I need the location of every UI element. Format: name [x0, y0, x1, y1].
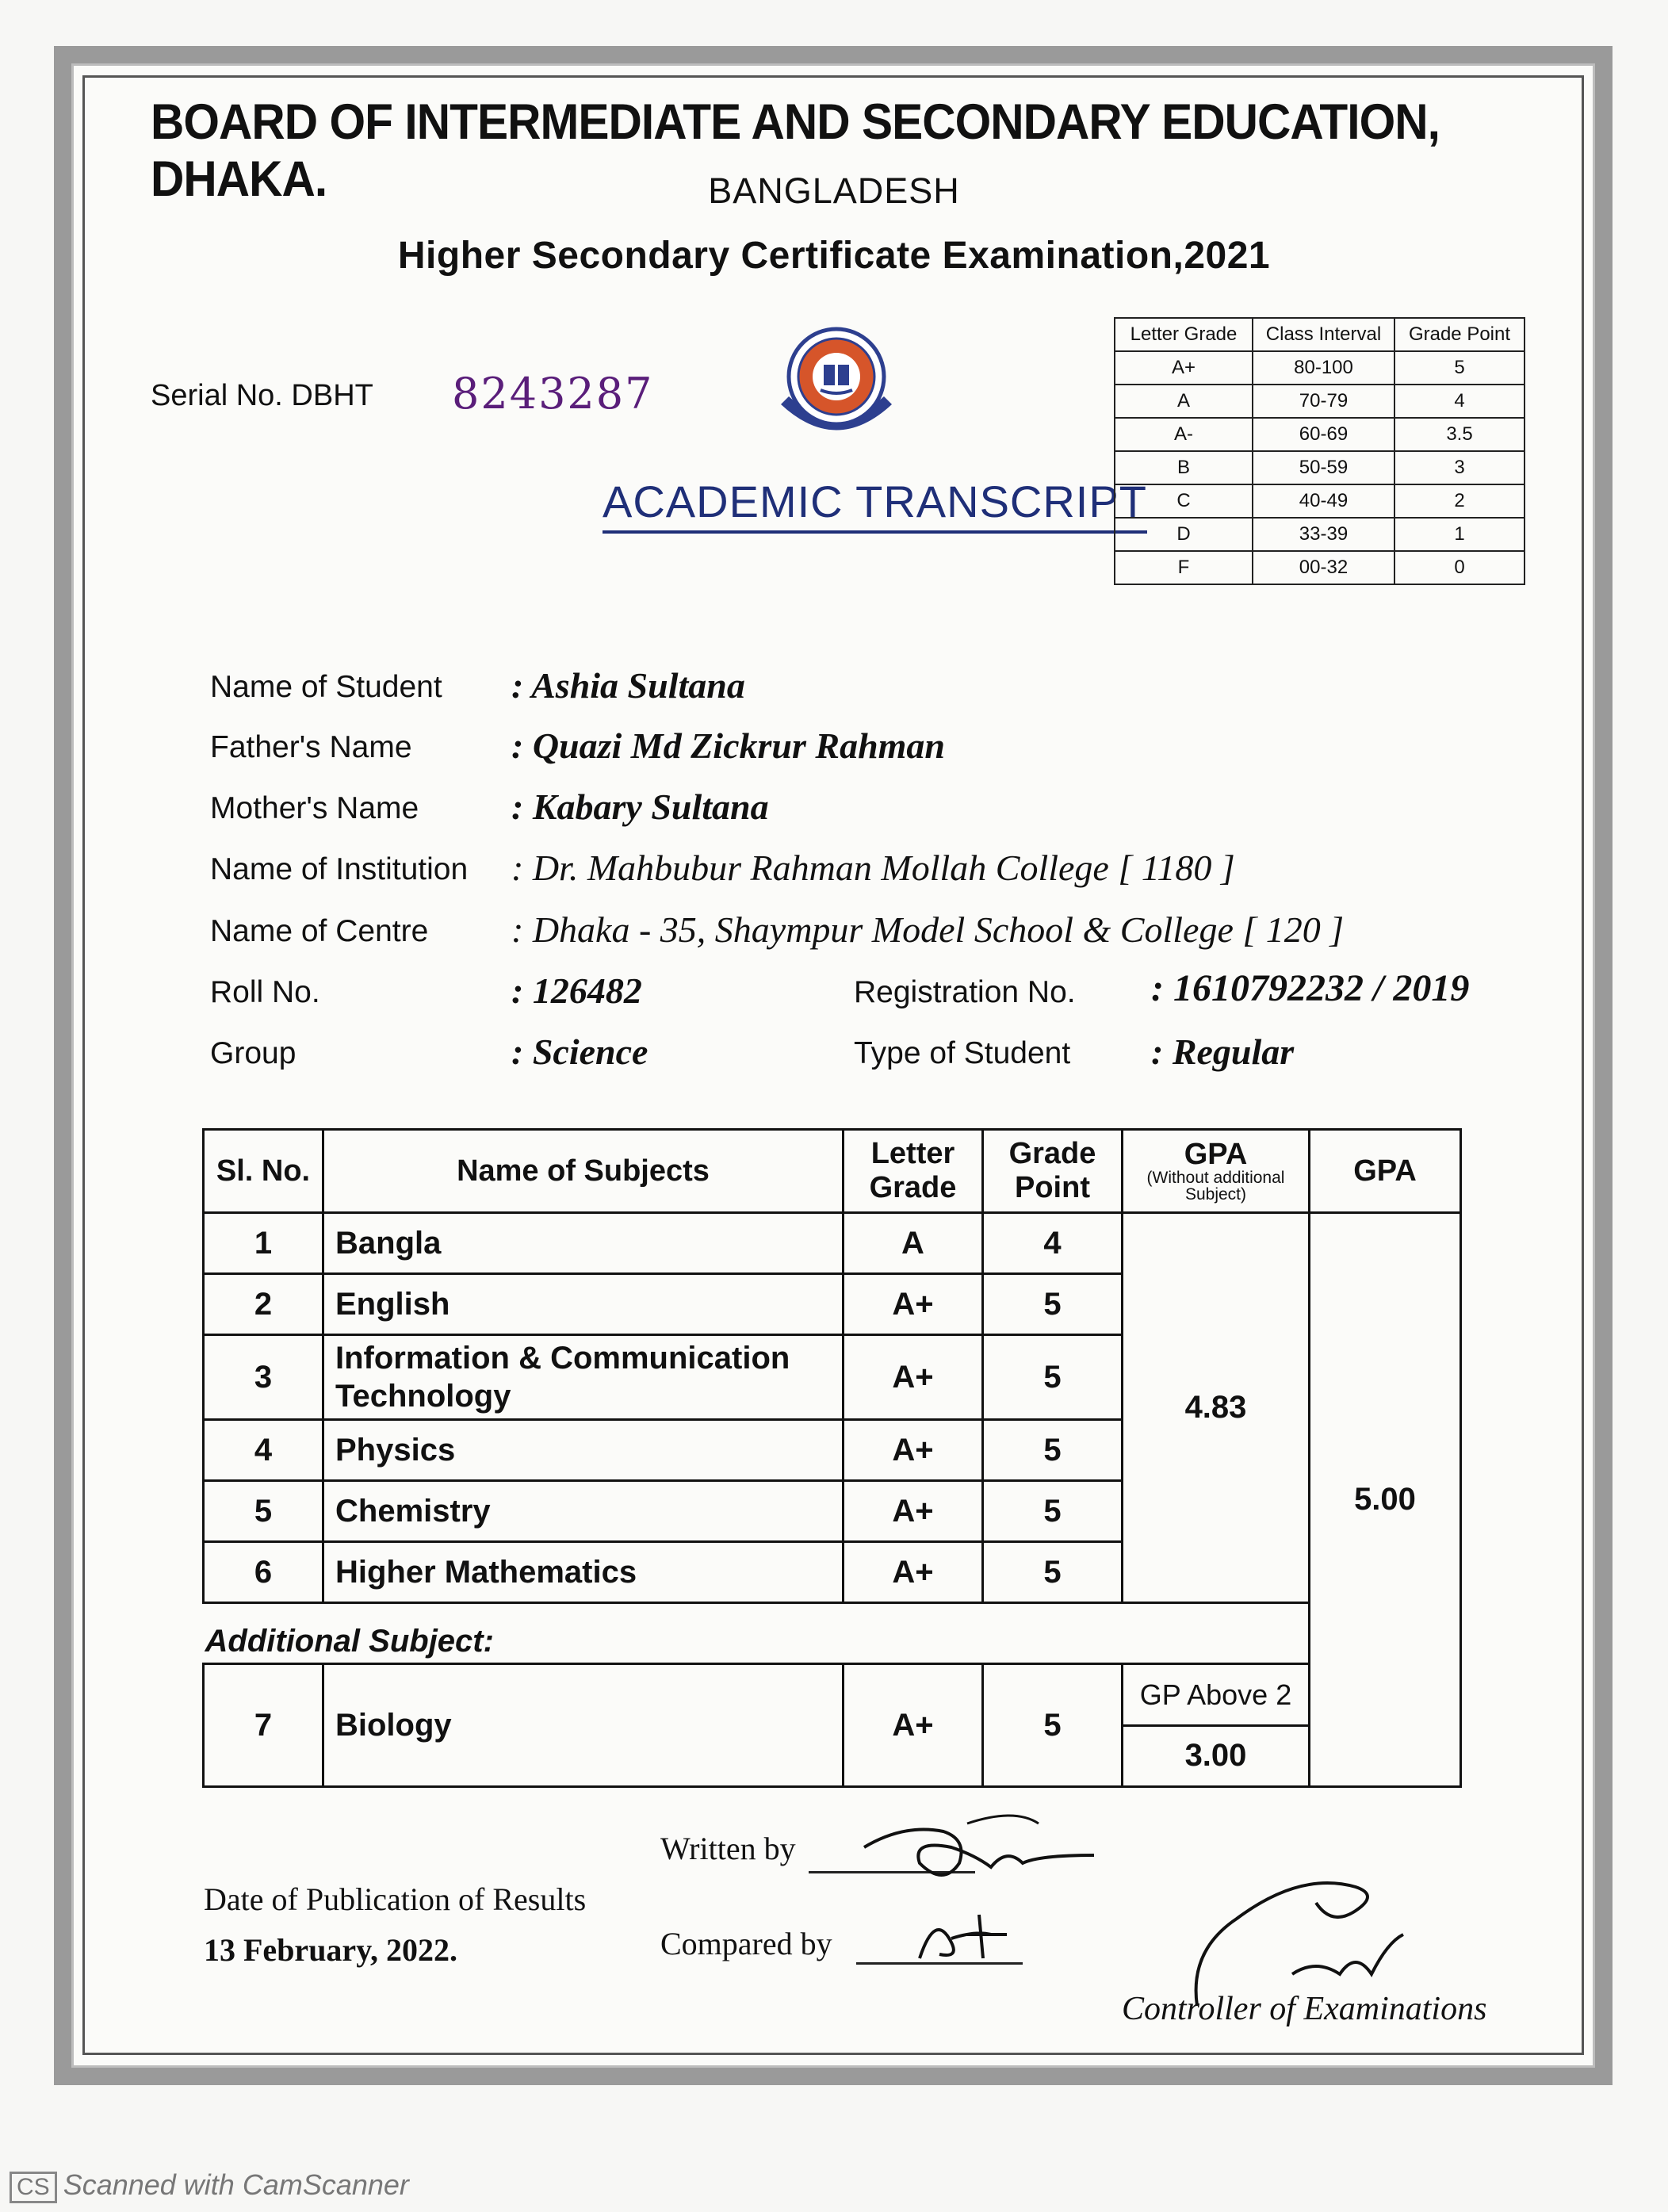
gpa-without-additional-note: (Without additional Subject): [1146, 1169, 1285, 1204]
interval-cell: 33-39: [1253, 518, 1394, 551]
grade-scale-row: [1115, 484, 1525, 518]
grade-cell: C: [1115, 484, 1253, 518]
controller-title: Controller of Examinations: [1122, 1991, 1487, 2027]
grade-scale-row: [1115, 385, 1525, 418]
grade-point-cell: 5: [983, 1335, 1123, 1420]
letter-grade-header: Letter Grade: [844, 1130, 983, 1213]
sl-header: Sl. No.: [204, 1130, 323, 1213]
sl-cell: 7: [204, 1664, 323, 1787]
compared-by-signature-icon: [904, 1903, 1031, 1974]
subject-cell: Information & Communication Technology: [323, 1335, 844, 1420]
registration-number: : 1610792232 / 2019: [1151, 967, 1470, 1009]
additional-subject-label: Additional Subject:: [204, 1603, 1310, 1664]
additional-subject-label-row: [204, 1603, 1461, 1664]
grade-point-cell: 5: [983, 1664, 1123, 1787]
publication-label: Date of Publication of Results: [204, 1881, 587, 1917]
grade-scale-row: [1115, 518, 1525, 551]
sl-cell: 1: [204, 1213, 323, 1274]
written-by-signature-icon: [856, 1800, 1110, 1895]
letter-grade-cell: A+: [844, 1335, 983, 1420]
grade-point-cell: 4: [983, 1213, 1123, 1274]
student-type-value: : Regular: [1151, 1031, 1295, 1072]
group-label: Group: [210, 1036, 296, 1070]
exam-title: Higher Secondary Certificate Examination,2021: [397, 235, 1271, 277]
grade-scale-row: [1115, 451, 1525, 484]
grade-point-cell: 5: [983, 1274, 1123, 1335]
gpa-without-additional-value: 4.83: [1123, 1213, 1310, 1603]
table-row: [204, 1664, 1461, 1787]
grade-cell: B: [1115, 451, 1253, 484]
interval-cell: 80-100: [1253, 351, 1394, 385]
grade-scale-header-cell: Letter Grade: [1115, 318, 1253, 351]
subject-cell: Chemistry: [323, 1481, 844, 1542]
gp-above-value: 3.00: [1184, 1738, 1247, 1773]
compared-by-label: Compared by: [660, 1926, 832, 1961]
letter-grade-cell: A+: [844, 1274, 983, 1335]
gpa-value: 5.00: [1310, 1213, 1461, 1787]
grade-scale-table: [1114, 317, 1525, 585]
point-cell: 4: [1394, 385, 1525, 418]
interval-cell: 70-79: [1253, 385, 1394, 418]
subject-cell: Physics: [323, 1420, 844, 1481]
subject-cell: Biology: [323, 1664, 844, 1787]
table-row: [204, 1213, 1461, 1274]
grade-scale-row: [1115, 351, 1525, 385]
serial-number: 8243287: [452, 369, 654, 419]
results-header-row: [204, 1130, 1461, 1213]
grade-cell: A+: [1115, 351, 1253, 385]
gpa-header: GPA: [1310, 1130, 1461, 1213]
subject-header: Name of Subjects: [323, 1130, 844, 1213]
interval-cell: 40-49: [1253, 484, 1394, 518]
sl-cell: 2: [204, 1274, 323, 1335]
subject-cell: Bangla: [323, 1213, 844, 1274]
student-name: : Ashia Sultana: [511, 665, 745, 706]
mother-name: : Kabary Sultana: [511, 786, 769, 827]
point-cell: 1: [1394, 518, 1525, 551]
sl-cell: 6: [204, 1542, 323, 1603]
letter-grade-cell: A+: [844, 1420, 983, 1481]
letter-grade-cell: A+: [844, 1542, 983, 1603]
grade-scale-row: [1115, 418, 1525, 451]
gp-above-cell: [1123, 1664, 1310, 1787]
grade-cell: A-: [1115, 418, 1253, 451]
subject-cell: Higher Mathematics: [323, 1542, 844, 1603]
gpa-without-additional-title: GPA: [1184, 1138, 1248, 1171]
grade-cell: A: [1115, 385, 1253, 418]
board-seal-icon: [765, 317, 908, 452]
grade-point-header: Grade Point: [983, 1130, 1123, 1213]
subject-cell: English: [323, 1274, 844, 1335]
institution-label: Name of Institution: [210, 852, 469, 886]
point-cell: 0: [1394, 551, 1525, 584]
interval-cell: 00-32: [1253, 551, 1394, 584]
roll-number: : 126482: [511, 970, 642, 1011]
student-type-label: Type of Student: [854, 1036, 1071, 1070]
sl-cell: 3: [204, 1335, 323, 1420]
letter-grade-cell: A+: [844, 1664, 983, 1787]
roll-label: Roll No.: [210, 975, 320, 1009]
grade-cell: D: [1115, 518, 1253, 551]
country-name: BANGLADESH: [708, 170, 960, 211]
sl-cell: 4: [204, 1420, 323, 1481]
grade-point-cell: 5: [983, 1542, 1123, 1603]
point-cell: 3: [1394, 451, 1525, 484]
scanner-watermark: [10, 2168, 409, 2203]
serial-label: Serial No. DBHT: [151, 379, 373, 412]
gpa-without-additional-header: [1123, 1130, 1310, 1213]
gp-above-label: GP Above 2: [1123, 1666, 1308, 1727]
grade-cell: F: [1115, 551, 1253, 584]
board-title: BOARD OF INTERMEDIATE AND SECONDARY EDUCATION, DHAKA.: [151, 94, 1440, 207]
point-cell: 5: [1394, 351, 1525, 385]
grade-scale-header-cell: Class Interval: [1253, 318, 1394, 351]
grade-point-cell: 5: [983, 1481, 1123, 1542]
grade-scale-header-cell: Grade Point: [1394, 318, 1525, 351]
grade-scale-row: [1115, 551, 1525, 584]
letter-grade-cell: A+: [844, 1481, 983, 1542]
transcript-title: ACADEMIC TRANSCRIPT: [603, 476, 1147, 534]
centre-label: Name of Centre: [210, 914, 429, 948]
interval-cell: 60-69: [1253, 418, 1394, 451]
registration-label: Registration No.: [854, 975, 1076, 1009]
camscanner-logo-icon: CS: [10, 2172, 57, 2203]
father-name: : Quazi Md Zickrur Rahman: [511, 725, 946, 766]
father-name-label: Father's Name: [210, 730, 412, 764]
institution-name: : Dr. Mahbubur Rahman Mollah College [ 1180 ]: [511, 848, 1235, 888]
student-name-label: Name of Student: [210, 670, 442, 704]
letter-grade-cell: A: [844, 1213, 983, 1274]
grade-scale-header: [1115, 318, 1525, 351]
scanner-text: Scanned with CamScanner: [63, 2168, 409, 2201]
written-by-label: Written by: [660, 1831, 796, 1866]
sl-cell: 5: [204, 1481, 323, 1542]
interval-cell: 50-59: [1253, 451, 1394, 484]
point-cell: 3.5: [1394, 418, 1525, 451]
point-cell: 2: [1394, 484, 1525, 518]
centre-name: : Dhaka - 35, Shaympur Model School & College [ 120 ]: [511, 909, 1345, 950]
grade-point-cell: 5: [983, 1420, 1123, 1481]
results-table: [202, 1128, 1462, 1788]
group-value: : Science: [511, 1031, 648, 1072]
publication-date: 13 February, 2022.: [204, 1932, 457, 1968]
mother-name-label: Mother's Name: [210, 791, 419, 825]
